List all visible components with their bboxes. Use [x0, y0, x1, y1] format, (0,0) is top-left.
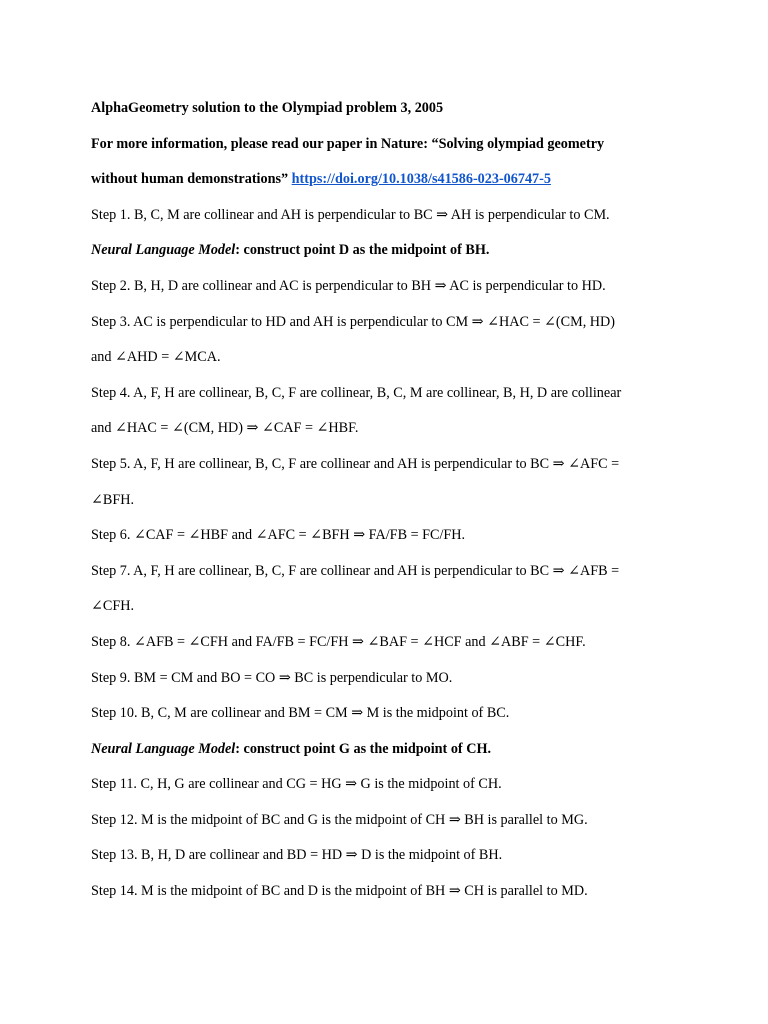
step-14: Step 14. M is the midpoint of BC and D is the midpoint of BH ⇒ CH is parallel to MD.: [91, 883, 588, 900]
model-step-1: [91, 233, 691, 269]
info-line-2: [91, 162, 691, 198]
step-7-line-1: Step 7. A, F, H are collinear, B, C, F are collinear and AH is perpendicular to BC ⇒ ∠AFB =: [91, 562, 620, 579]
step-10: Step 10. B, C, M are collinear and BM = CM ⇒ M is the midpoint of BC.: [91, 705, 510, 722]
step-8: Step 8. ∠AFB = ∠CFH and FA/FB = FC/FH ⇒ ∠BAF = ∠HCF and ∠ABF = ∠CHF.: [91, 633, 586, 650]
info-line-1: For more information, please read our paper in Nature: “Solving olympiad geometry: [91, 135, 605, 152]
model-step-2-text: : construct point G as the midpoint of CH.: [235, 740, 492, 757]
model-label: Neural Language Model: [91, 740, 236, 757]
model-step-2: [91, 732, 691, 768]
step-2: Step 2. B, H, D are collinear and AC is perpendicular to BH ⇒ AC is perpendicular to HD.: [91, 277, 606, 294]
step-9: Step 9. BM = CM and BO = CO ⇒ BC is perpendicular to MO.: [91, 669, 453, 686]
info-line-2-text: without human demonstrations”: [91, 171, 289, 188]
step-5-line-1: Step 5. A, F, H are collinear, B, C, F are collinear and AH is perpendicular to BC ⇒ ∠AFC =: [91, 455, 620, 472]
step-4-line-1: Step 4. A, F, H are collinear, B, C, F are collinear, B, C, M are collinear, B, H, D are collinear: [91, 384, 622, 401]
model-label: Neural Language Model: [91, 242, 236, 259]
paper-link[interactable]: https://doi.org/10.1038/s41586-023-06747-5: [291, 171, 551, 188]
step-5-line-2: ∠BFH.: [91, 491, 135, 508]
document-title: AlphaGeometry solution to the Olympiad problem 3, 2005: [91, 100, 444, 116]
step-12: Step 12. M is the midpoint of BC and G is the midpoint of CH ⇒ BH is parallel to MG.: [91, 811, 588, 828]
step-3-line-2: and ∠AHD = ∠MCA.: [91, 349, 221, 366]
step-7-line-2: ∠CFH.: [91, 598, 135, 615]
step-1: Step 1. B, C, M are collinear and AH is perpendicular to BC ⇒ AH is perpendicular to CM.: [91, 206, 610, 223]
model-step-1-text: : construct point D as the midpoint of BH.: [235, 242, 490, 259]
step-3-line-1: Step 3. AC is perpendicular to HD and AH is perpendicular to CM ⇒ ∠HAC = ∠(CM, HD): [91, 313, 616, 330]
step-13: Step 13. B, H, D are collinear and BD = HD ⇒ D is the midpoint of BH.: [91, 847, 503, 864]
step-6: Step 6. ∠CAF = ∠HBF and ∠AFC = ∠BFH ⇒ FA/FB = FC/FH.: [91, 527, 466, 544]
step-11: Step 11. C, H, G are collinear and CG = HG ⇒ G is the midpoint of CH.: [91, 776, 502, 793]
document-body: [91, 91, 691, 910]
step-4-line-2: and ∠HAC = ∠(CM, HD) ⇒ ∠CAF = ∠HBF.: [91, 420, 359, 437]
